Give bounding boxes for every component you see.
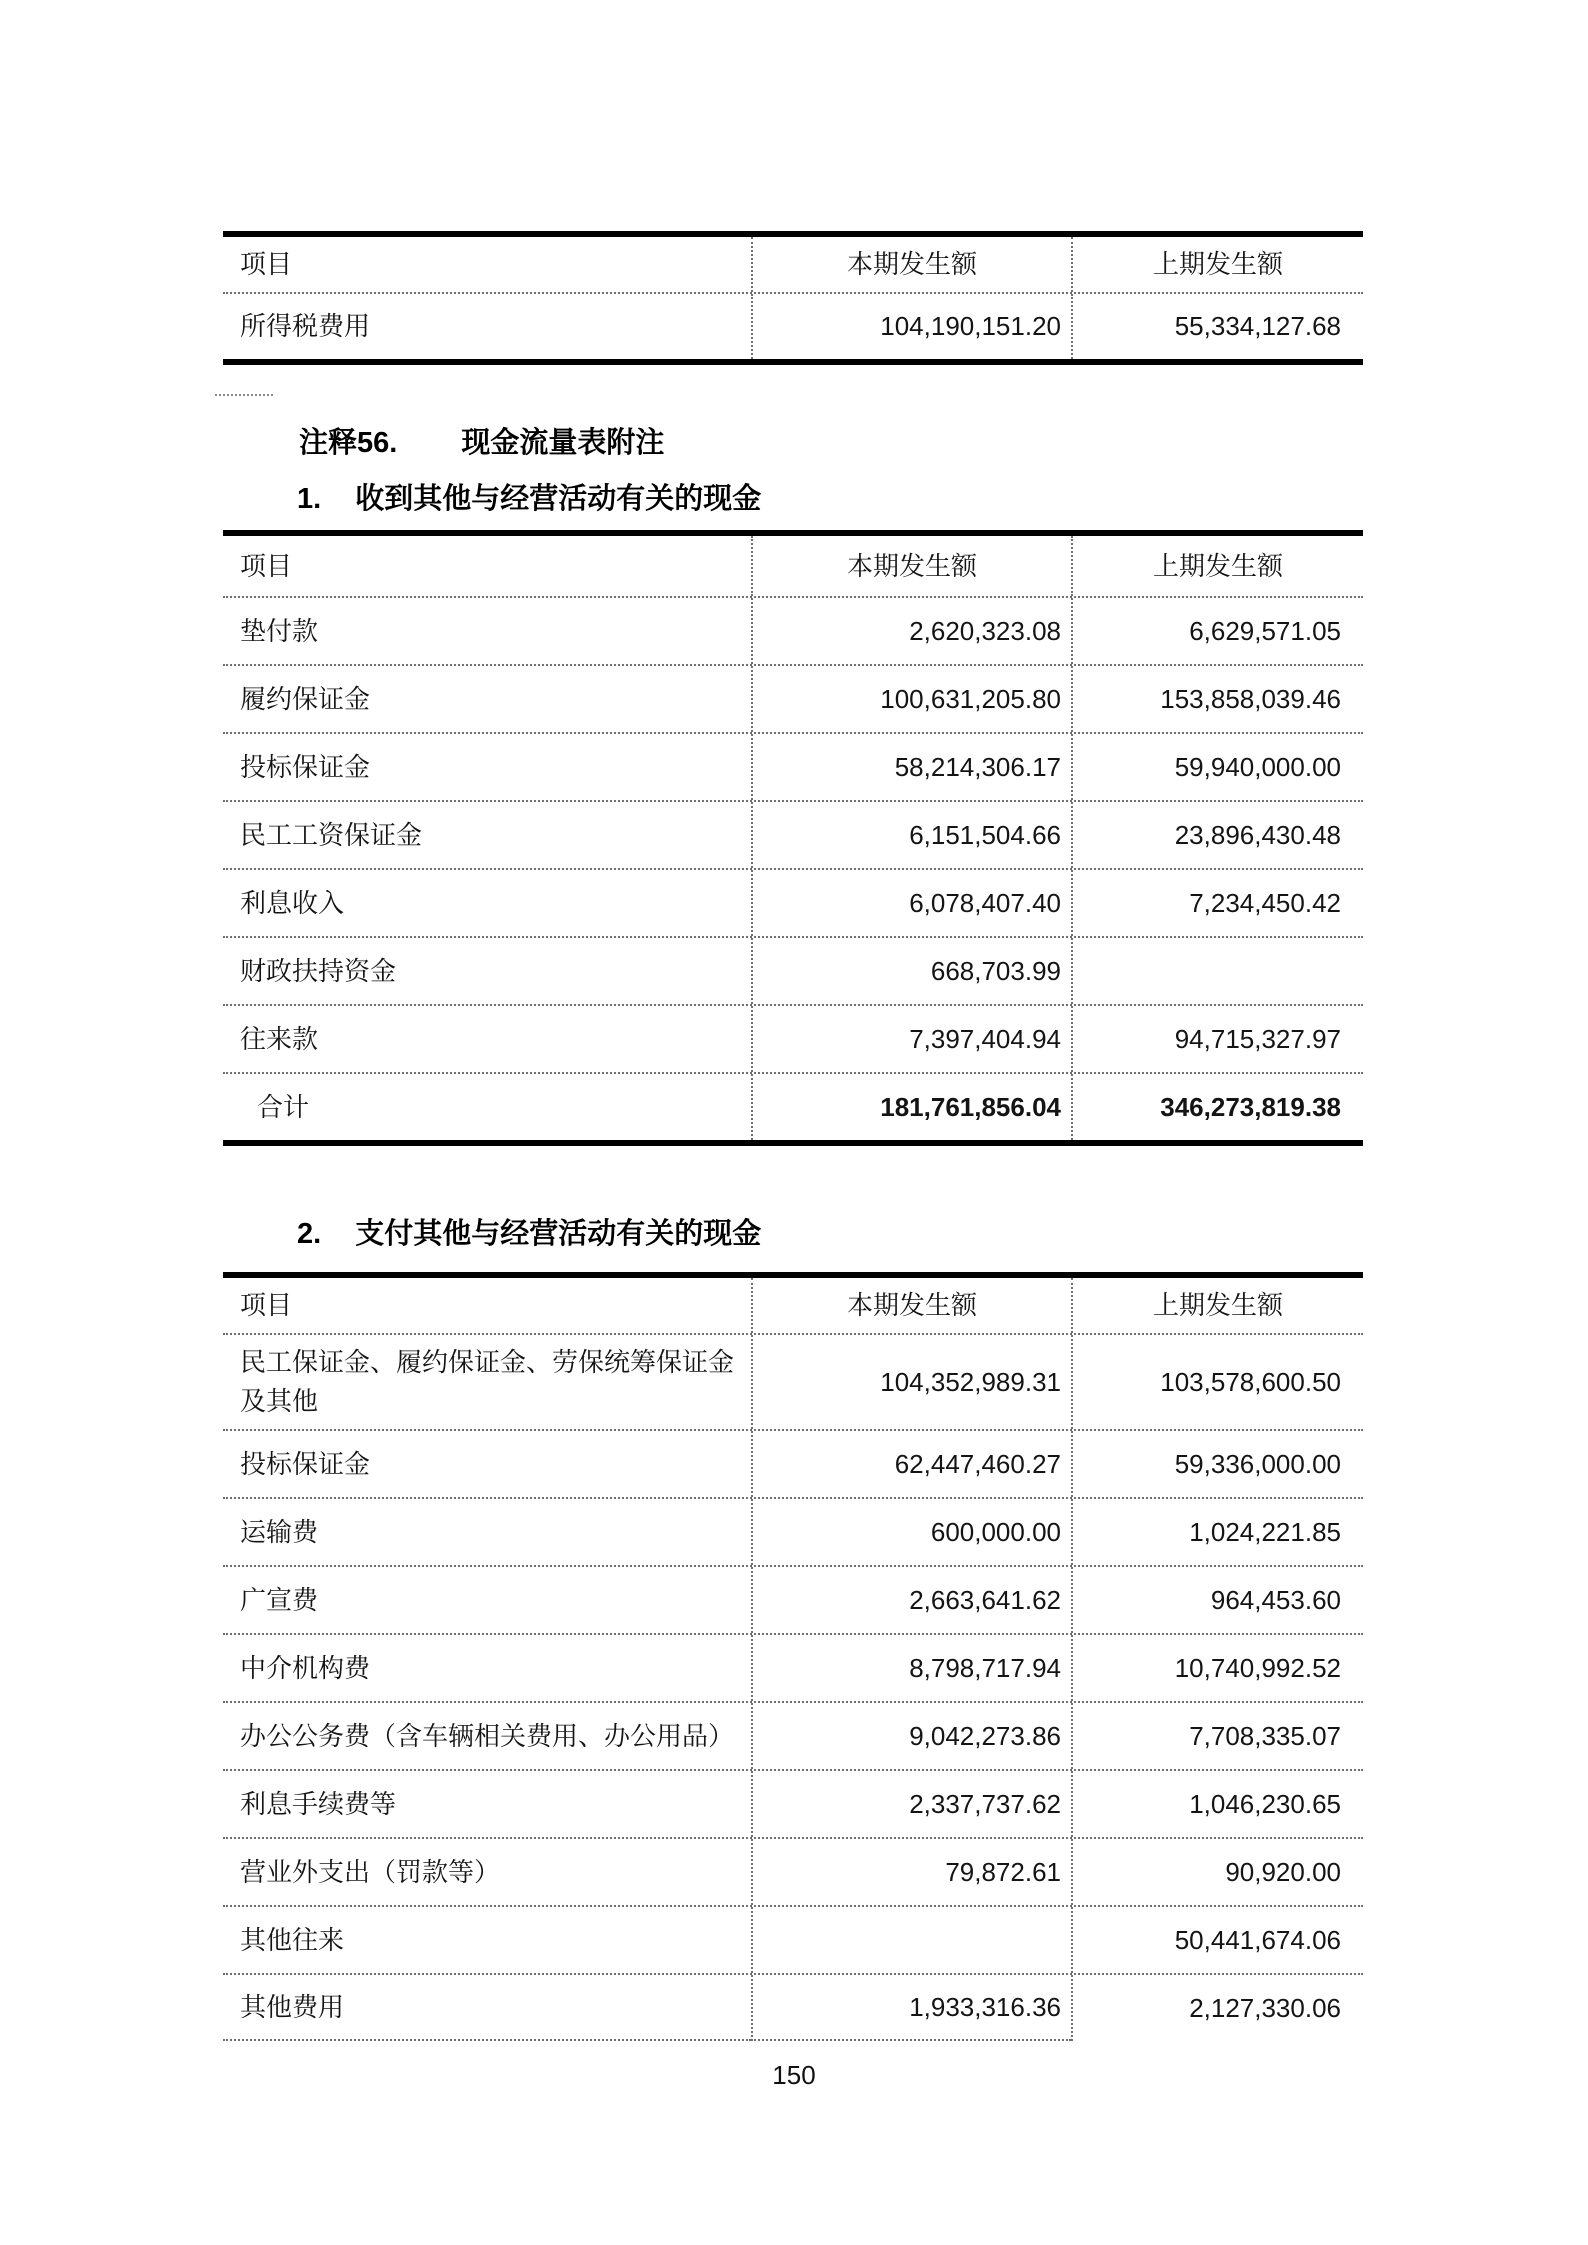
table-row	[223, 1429, 1363, 1497]
table-row	[223, 1333, 1363, 1429]
row-current-period-amount	[751, 1907, 1071, 1973]
row-item-label: 财政扶持资金	[240, 955, 397, 986]
row-previous-period-amount: 964,453.60	[1071, 1567, 1363, 1633]
table-row	[223, 596, 1363, 664]
row-item-label: 民工保证金、履约保证金、劳保统筹保证金及其他	[240, 1347, 735, 1416]
subheading-2-number: 2.	[297, 1218, 322, 1250]
row-previous-period-amount: 55,334,127.68	[1071, 294, 1363, 359]
row-item-label: 广宣费	[240, 1584, 319, 1615]
row-previous-period-amount: 6,629,571.05	[1071, 598, 1363, 664]
column-header-item: 项目	[240, 550, 293, 581]
note-heading	[299, 420, 664, 461]
row-current-period-amount: 104,352,989.31	[751, 1335, 1071, 1429]
row-previous-period-amount: 7,708,335.07	[1071, 1703, 1363, 1769]
subheading-2-title: 支付其他与经营活动有关的现金	[355, 1218, 762, 1250]
row-previous-period-amount: 50,441,674.06	[1071, 1907, 1363, 1973]
row-previous-period-amount: 1,024,221.85	[1071, 1499, 1363, 1565]
table-row	[223, 1565, 1363, 1633]
column-header-item: 项目	[240, 1290, 293, 1320]
row-item-label: 中介机构费	[240, 1652, 371, 1683]
table-row	[223, 1769, 1363, 1837]
column-header-previous-period: 上期发生额	[1071, 1278, 1363, 1333]
row-item-label: 办公公务费（含车辆相关费用、办公用品）	[240, 1720, 735, 1751]
column-header-current-period: 本期发生额	[751, 237, 1071, 292]
row-previous-period-amount: 10,740,992.52	[1071, 1635, 1363, 1701]
table-row	[223, 292, 1363, 359]
row-current-period-amount: 62,447,460.27	[751, 1431, 1071, 1497]
column-header-previous-period: 上期发生额	[1071, 536, 1363, 596]
row-current-period-amount: 79,872.61	[751, 1839, 1071, 1905]
row-current-period-amount: 8,798,717.94	[751, 1635, 1071, 1701]
row-current-period-amount: 100,631,205.80	[751, 666, 1071, 732]
row-previous-period-amount: 90,920.00	[1071, 1839, 1363, 1905]
income-tax-table	[223, 231, 1363, 365]
note-heading-number: 注释56.	[299, 427, 398, 459]
row-item-label: 其他费用	[223, 1975, 751, 2041]
row-item-label: 投标保证金	[240, 1448, 371, 1479]
row-item-label: 所得税费用	[240, 311, 371, 341]
subheading-cash-received	[297, 476, 761, 517]
table-header-row	[223, 536, 1363, 596]
table-row	[223, 1497, 1363, 1565]
row-previous-period-amount: 23,896,430.48	[1071, 802, 1363, 868]
row-item-label: 利息收入	[240, 887, 345, 918]
row-current-period-amount: 600,000.00	[751, 1499, 1071, 1565]
table-row	[223, 1837, 1363, 1905]
row-item-label: 投标保证金	[240, 751, 371, 782]
row-item-label: 履约保证金	[240, 683, 371, 714]
note-heading-title: 现金流量表附注	[461, 427, 665, 459]
column-header-current-period: 本期发生额	[751, 536, 1071, 596]
row-item-label: 利息手续费等	[240, 1788, 397, 1819]
row-previous-period-amount: 7,234,450.42	[1071, 870, 1363, 936]
table-body	[223, 596, 1363, 1140]
subheading-1-title: 收到其他与经营活动有关的现金	[355, 483, 762, 515]
cash-received-table	[223, 530, 1363, 1146]
cash-paid-table	[223, 1272, 1363, 2041]
row-current-period-amount: 9,042,273.86	[751, 1703, 1071, 1769]
row-previous-period-amount: 59,940,000.00	[1071, 734, 1363, 800]
row-item-label: 运输费	[240, 1516, 319, 1547]
table-row	[223, 1973, 1363, 2041]
table-row	[223, 868, 1363, 936]
row-current-period-amount: 2,620,323.08	[751, 598, 1071, 664]
column-header-current-period: 本期发生额	[751, 1278, 1071, 1333]
row-previous-period-amount: 1,046,230.65	[1071, 1771, 1363, 1837]
row-previous-period-amount: 346,273,819.38	[1071, 1074, 1363, 1140]
row-previous-period-amount	[1071, 938, 1363, 1004]
table-total-row	[223, 1072, 1363, 1140]
row-item-label: 其他往来	[240, 1924, 345, 1955]
row-previous-period-amount: 2,127,330.06	[1071, 1975, 1363, 2041]
row-item-label: 合计	[257, 1091, 310, 1122]
table-row	[223, 732, 1363, 800]
row-item-label: 往来款	[240, 1023, 319, 1054]
row-item-label: 营业外支出（罚款等）	[240, 1856, 501, 1887]
column-header-item: 项目	[240, 249, 293, 279]
table-row	[223, 800, 1363, 868]
table-row	[223, 664, 1363, 732]
table-body	[223, 1333, 1363, 2041]
table-row	[223, 1004, 1363, 1072]
row-current-period-amount: 7,397,404.94	[751, 1006, 1071, 1072]
table-row	[223, 1633, 1363, 1701]
table-row	[223, 1701, 1363, 1769]
page-number: 150	[772, 2060, 816, 2090]
row-current-period-amount: 6,078,407.40	[751, 870, 1071, 936]
row-item-label: 垫付款	[240, 615, 319, 646]
table-row	[223, 1905, 1363, 1973]
table-header-row	[223, 1278, 1363, 1333]
row-current-period-amount: 104,190,151.20	[751, 294, 1071, 359]
row-previous-period-amount: 153,858,039.46	[1071, 666, 1363, 732]
subheading-1-number: 1.	[297, 483, 322, 515]
row-current-period-amount: 6,151,504.66	[751, 802, 1071, 868]
table-header-row	[223, 237, 1363, 292]
row-current-period-amount: 2,337,737.62	[751, 1771, 1071, 1837]
row-previous-period-amount: 103,578,600.50	[1071, 1335, 1363, 1429]
row-current-period-amount: 668,703.99	[751, 938, 1071, 1004]
row-previous-period-amount: 94,715,327.97	[1071, 1006, 1363, 1072]
row-previous-period-amount: 59,336,000.00	[1071, 1431, 1363, 1497]
subheading-cash-paid	[297, 1211, 761, 1252]
row-item-label: 民工工资保证金	[240, 819, 423, 850]
column-header-previous-period: 上期发生额	[1071, 237, 1363, 292]
row-current-period-amount: 1,933,316.36	[751, 1975, 1071, 2041]
table-body	[223, 292, 1363, 359]
row-current-period-amount: 181,761,856.04	[751, 1074, 1071, 1140]
row-current-period-amount: 58,214,306.17	[751, 734, 1071, 800]
table-row	[223, 936, 1363, 1004]
dashed-separator	[215, 394, 273, 396]
row-current-period-amount: 2,663,641.62	[751, 1567, 1071, 1633]
